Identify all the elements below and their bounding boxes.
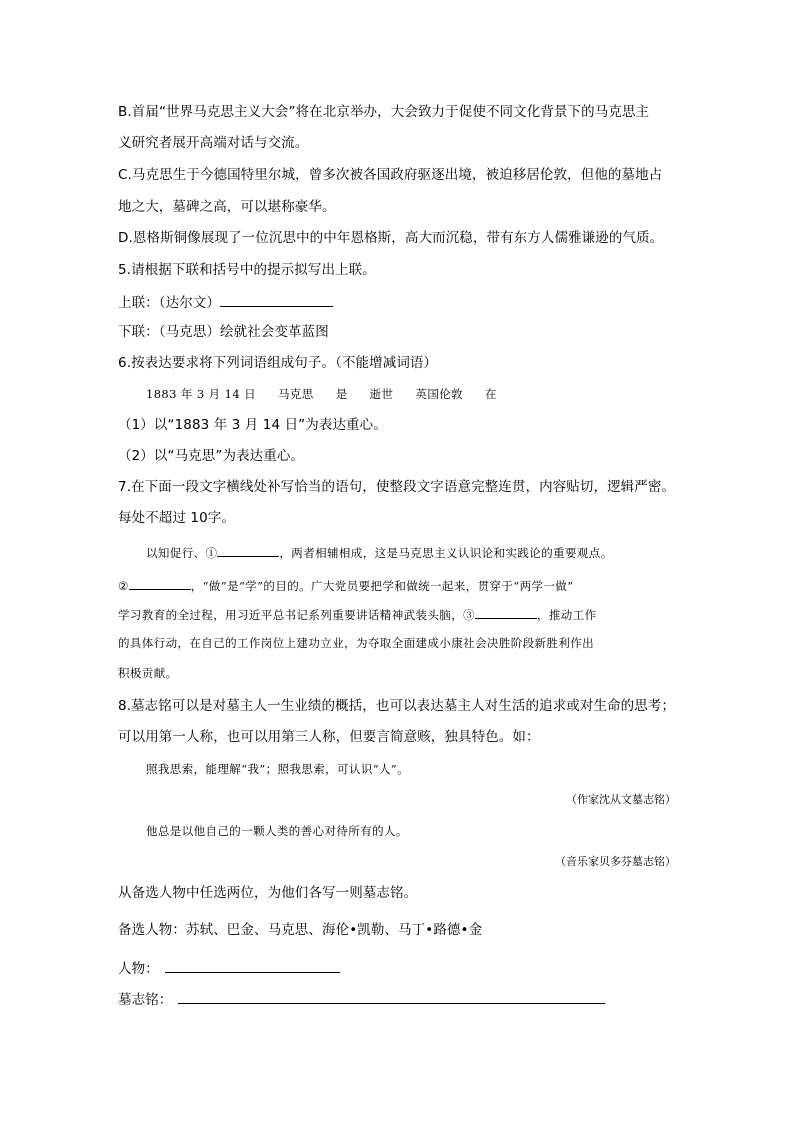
passage-text: ，“做”是“学”的目的。广大党员要把学和做统一起来，贯穿于“两学一做” — [190, 579, 574, 593]
question-6-part-2: （2）以“马克思”为表达重心。 — [118, 448, 305, 464]
word-item: 1883 年 3 月 14 日 — [146, 387, 256, 401]
blank-2[interactable] — [129, 575, 191, 590]
passage-text: 学习教育的全过程，用习近平总书记系列重要讲话精神武装头脑，③ — [118, 608, 475, 622]
question-8-prompt-line-2: 可以用第一人称，也可以用第三人称，但要言简意赅，独具特色。如： — [118, 729, 540, 745]
upper-couplet-line — [118, 292, 333, 312]
question-5-prompt: 5.请根据下联和括号中的提示拟写出上联。 — [118, 262, 376, 278]
word-item: 英国伦敦 — [415, 387, 464, 401]
epitaph-example-1-source: （作家沈从文墓志铭） — [566, 793, 676, 806]
question-8-task: 从备选人物中任选两位，为他们各写一则墓志铭。 — [118, 885, 418, 901]
epitaph-label: 墓志铭： — [118, 992, 173, 1008]
epitaph-blank[interactable] — [178, 989, 605, 1004]
question-6-word-list — [146, 385, 497, 403]
epitaph-example-2-source: （音乐家贝多芬墓志铭） — [555, 855, 676, 868]
question-7-prompt-line-2: 每处不超过 10字。 — [118, 510, 235, 526]
question-7-prompt-line-1: 7.在下面一段文字横线处补写恰当的语句，使整段文字语意完整连贯，内容贴切，逻辑严密。 — [118, 479, 676, 495]
lower-couplet-line: 下联：（马克思）绘就社会变革蓝图 — [118, 324, 329, 340]
passage-line-5: 积极贡献。 — [118, 666, 178, 680]
passage-text: ② — [118, 579, 129, 593]
passage-line-3 — [118, 604, 597, 624]
upper-couplet-blank[interactable] — [220, 292, 333, 307]
person-blank[interactable] — [165, 958, 340, 973]
epitaph-line — [118, 989, 605, 1009]
blank-3[interactable] — [475, 604, 537, 619]
passage-line-4: 的具体行动，在自己的工作岗位上建功立业，为夺取全面建成小康社会决胜阶段新胜利作出 — [118, 636, 594, 650]
person-line — [118, 958, 340, 978]
upper-couplet-label: 上联：（达尔文） — [118, 295, 221, 311]
passage-line-2 — [118, 575, 574, 595]
passage-line-1 — [146, 542, 613, 562]
option-d-line: D.恩格斯铜像展现了一位沉思中的中年恩格斯，高大而沉稳，带有东方人儒雅谦逊的气质。 — [118, 230, 664, 246]
word-item: 马克思 — [278, 387, 314, 401]
question-6-part-1: （1）以“1883 年 3 月 14 日”为表达重心。 — [118, 417, 387, 433]
option-b-line-2: 义研究者展开高端对话与交流。 — [118, 135, 309, 151]
word-item: 在 — [485, 387, 497, 401]
epitaph-example-1: 照我思索，能理解“我”；照我思索，可认识“人”。 — [146, 762, 410, 776]
question-8-prompt-line-1: 8.墓志铭可以是对墓主人一生业绩的概括，也可以表达墓主人对生活的追求或对生命的思考； — [118, 698, 676, 714]
word-item: 是 — [335, 387, 348, 401]
passage-text: 以知促行、① — [146, 546, 218, 560]
option-b-line-1: B.首届“世界马克思主义大会”将在北京举办，大会致力于促使不同文化背景下的马克思主 — [118, 104, 650, 120]
epitaph-example-2: 他总是以他自己的一颗人类的善心对待所有的人。 — [146, 824, 408, 838]
option-c-line-1: C.马克思生于今德国特里尔城，曾多次被各国政府驱逐出境，被迫移居伦敦，但他的墓地占 — [118, 167, 663, 183]
candidate-people: 备选人物：苏轼、巴金、马克思、海伦•凯勒、马丁•路德•金 — [118, 922, 483, 938]
question-6-prompt: 6.按表达要求将下列词语组成句子。（不能增减词语） — [118, 355, 438, 371]
blank-1[interactable] — [217, 542, 279, 557]
person-label: 人物： — [118, 961, 159, 977]
passage-text: ，两者相辅相成，这是马克思主义认识论和实践论的重要观点。 — [279, 546, 613, 560]
word-item: 逝世 — [369, 387, 394, 401]
option-c-line-2: 地之大，墓碑之高，可以堪称豪华。 — [118, 199, 336, 215]
passage-text: ，推动工作 — [537, 608, 597, 622]
